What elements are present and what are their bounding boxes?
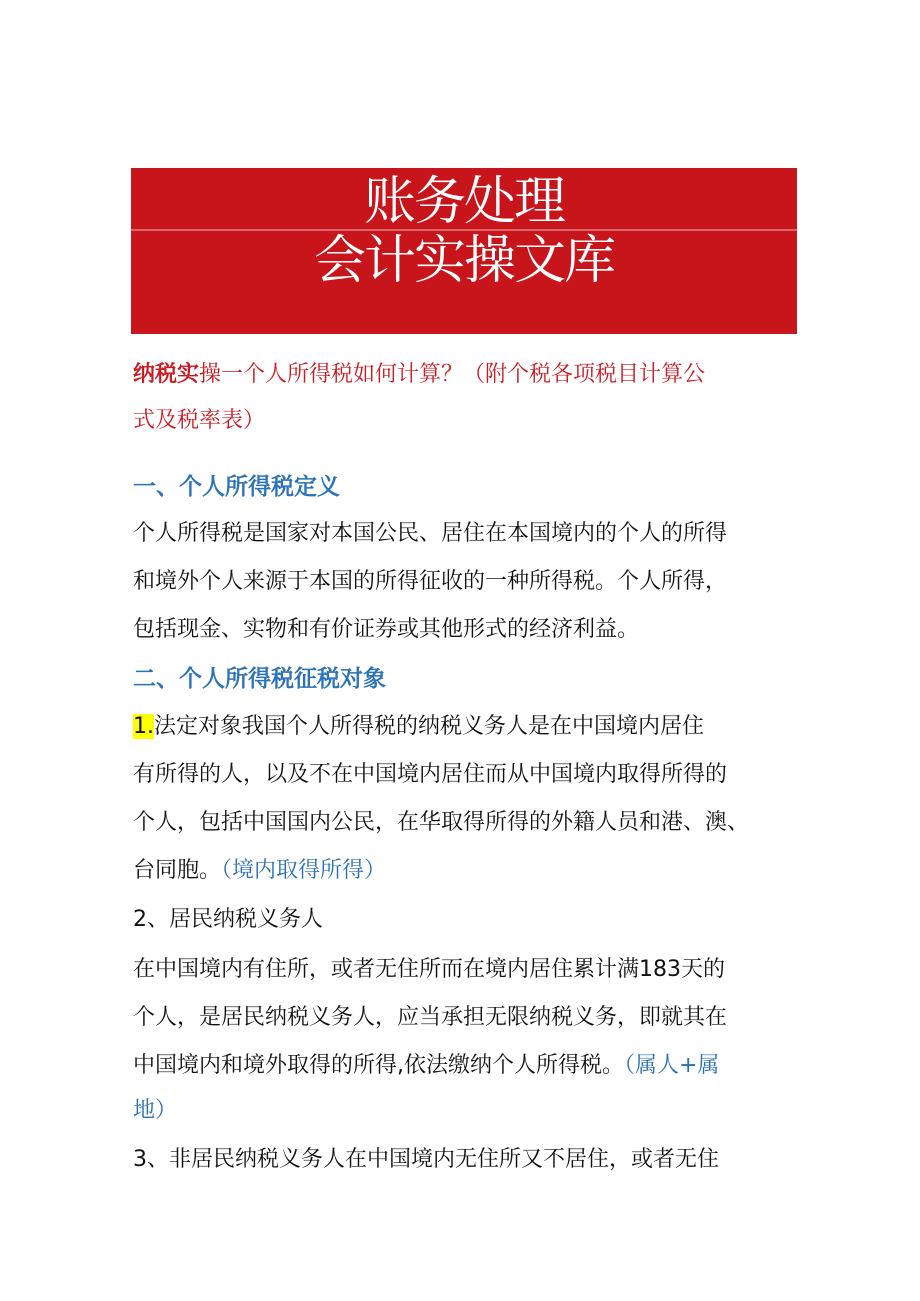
item1-number: 1.	[133, 714, 154, 739]
section1-line1: 个人所得税是国家对本国公民、居住在本国境内的个人的所得	[133, 521, 728, 546]
article-title-line2: 式及税率表）	[133, 408, 266, 433]
item2-line1: 在中国境内有住所，或者无住所而在境内居住累计满183天的	[133, 957, 725, 982]
title-banner	[131, 168, 797, 334]
item2-heading: 2、居民纳税义务人	[133, 907, 323, 932]
item2-line3	[133, 1055, 719, 1077]
item2-line2: 个人，是居民纳税义务人，应当承担无限纳税义务，即就其在	[133, 1005, 728, 1030]
item1-note: （境内取得所得）	[221, 858, 387, 883]
item3-line1: 3、非居民纳税义务人在中国境内无住所又不居住，或者无住	[133, 1147, 719, 1172]
section1-heading: 一、个人所得税定义	[133, 474, 340, 500]
item1-line1	[133, 716, 704, 738]
item1-line4-text: 台同胞。	[133, 858, 222, 883]
banner-title-line2: 会计实操文库	[313, 231, 614, 291]
article-title-bold: 纳税实	[133, 362, 200, 387]
item2-line3-text: 中国境内和境外取得的所得,依法缴纳个人所得税。	[133, 1053, 624, 1078]
item1-line2: 有所得的人，以及不在中国境内居住而从中国境内取得所得的	[133, 762, 728, 787]
item1-line1-text: 法定对象我国个人所得税的纳税义务人是在中国境内居住	[154, 714, 705, 739]
article-title-rest: 操一个人所得税如何计算？（附个税各项税目计算公	[199, 362, 706, 387]
item2-note-cont: 地）	[133, 1098, 178, 1123]
article-title-line1	[133, 364, 705, 386]
section1-line2: 和境外个人来源于本国的所得征收的一种所得税。个人所得，	[133, 569, 728, 594]
item1-line4	[133, 860, 386, 882]
banner-title-line1: 账务处理	[363, 172, 564, 232]
section1-line3: 包括现金、实物和有价证券或其他形式的经济利益。	[133, 617, 640, 642]
section2-heading: 二、个人所得税征税对象	[133, 666, 386, 692]
item2-note: （属人+属	[624, 1053, 720, 1078]
item1-line3: 个人，包括中国国内公民，在华取得所得的外籍人员和港、澳、	[133, 810, 750, 835]
